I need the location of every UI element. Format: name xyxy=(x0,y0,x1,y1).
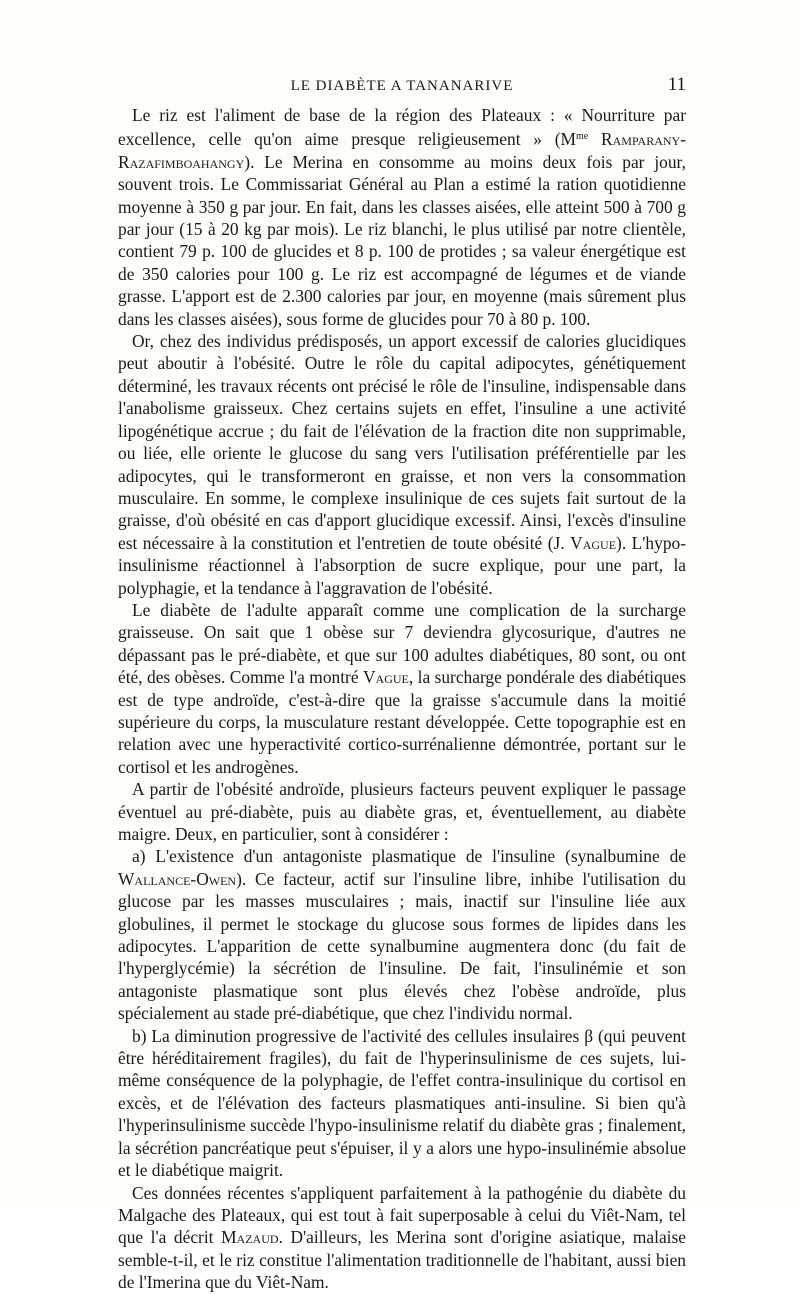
text-run: , la surcharge pondérale des diabétiques est de type androïde, c'est-à-dire que la graisse s'accumule dans la moitié supérieure du corps, la musculature restant développée. Cette topographie est en relation avec une hyperactivité cortico-surrénalienne démontrée, portant sur le cortisol et les androgènes. xyxy=(118,667,687,777)
author-name: Vague xyxy=(362,667,409,688)
text-run: a) L'existence d'un antagoniste plasmatique de l'insuline (synalbumine de xyxy=(132,846,686,867)
text-run: Le diabète de l'adulte apparaît comme une complication de la surcharge graisseuse. On sait que 1 obèse sur 7 deviendra glycosurique, d'autres ne dépassant pas le pré-diabète, et que sur 100 adultes diabétiques, 80 sont, ou ont été, des obèses. Comme l'a montré xyxy=(118,599,686,688)
author-name: Mazaud xyxy=(221,1227,279,1248)
text-run xyxy=(588,129,601,149)
text-run: ). Ce facteur, actif sur l'insuline libre, inhibe l'utilisation du glucose par les masses musculaires ; mais, inactif sur l'insuline liée aux globulines, il permet le stockage du glucose sous formes de lipides dans les adipocytes. L'apparition de cette synalbumine augmentera donc (du fait de l'hyperglycémie) la sécrétion de l'insuline. De fait, l'insulinémie et son antagoniste plasmatique sont plus élevés chez l'obèse androïde, plus spécialement au stade pré-diabétique, que chez l'individu normal. xyxy=(118,868,686,1024)
text-run: Ces données récentes s'appliquent parfaitement à la pathogénie du diabète du Malgache des Plateaux, qui est tout à fait superposable à celui du Viêt-Nam, tel que l'a décrit xyxy=(118,1182,686,1248)
text-run: Or, chez des individus prédisposés, un apport excessif de calories glucidiques peut aboutir à l'obésité. Outre le rôle du capital adipocytes, génétiquement déterminé, les travaux récents ont précisé le rôle de l'insuline, indispensable dans l'anabolisme graisseux. Chez certains sujets en effet, l'insuline a une activité lipogénétique accrue ; du fait de l'élévation de la fraction dite non supprimable, ou liée, elle oriente le glucose du sang vers l'utilisation préférentielle par les adipocytes, qui le transformeront en graisse, et non vers la consommation musculaire. En somme, le complexe insulinique de ces sujets fait surtout de la graisse, d'où obésité en cas d'apport glucidique excessif. Ainsi, l'excès d'insuline est nécessaire à la constitution et l'entretien de toute obésité (J. xyxy=(118,331,686,553)
page-number: 11 xyxy=(667,74,686,95)
page-header xyxy=(118,72,686,98)
text-run: . D'ailleurs, les Merina sont d'origine asiatique, malaise semble-t-il, et le riz constitue l'alimentation traditionnelle de l'habitant, aussi bien de l'Imerina que du Viêt-Nam. xyxy=(118,1227,686,1293)
paragraph xyxy=(118,845,686,1024)
paragraph xyxy=(118,1182,686,1294)
text-run: Le riz est l'aliment de base de la région des Plateaux : « Nourriture par excellence, celle qu'on aime presque religieusement » (M xyxy=(118,105,686,150)
author-name: Ramparany-Razafimboahangy xyxy=(118,129,686,172)
text-run: ). L'hypo-insulinisme réactionnel à l'absorption de sucre explique, pour une part, la polyphagie, et la tendance à l'aggravation de l'obésité. xyxy=(118,532,686,598)
paragraph xyxy=(118,330,686,599)
paragraph xyxy=(118,104,686,330)
running-title: LE DIABÈTE A TANANARIVE xyxy=(290,78,514,94)
body-text xyxy=(118,104,686,1294)
paragraph xyxy=(118,599,686,778)
paragraph xyxy=(118,778,686,845)
author-name: Wallance-Owen xyxy=(118,868,237,889)
superscript: me xyxy=(576,131,589,143)
author-name: Vague xyxy=(570,532,617,553)
text-run: ). Le Merina en consomme au moins deux fois par jour, souvent trois. Le Commissariat Général au Plan a estimé la ration quotidienne moyenne à 350 g par jour. En fait, dans les classes aisées, elle atteint 500 à 700 g par jour (15 à 20 kg par mois). Le riz blanchi, le plus utilisé par notre clientèle, contient 79 p. 100 de glucides et 8 p. 100 de protides ; sa valeur énergétique est de 350 calories pour 100 g. Le riz est accompagné de légumes et de viande grasse. L'apport est de 2.300 calories par jour, en moyenne (mais sûrement plus dans les classes aisées), sous forme de glucides pour 70 à 80 p. 100. xyxy=(118,151,686,329)
text-run: A partir de l'obésité androïde, plusieurs facteurs peuvent expliquer le passage éventuel au pré-diabète, puis au diabète gras, et, éventuellement, au diabète maigre. Deux, en particulier, sont à considérer : xyxy=(118,779,686,844)
text-run: b) La diminution progressive de l'activité des cellules insulaires β (qui peuvent être héréditairement fragiles), du fait de l'hyperinsulinisme de ces sujets, lui-même conséquence de la polyphagie, de l'effet contra-insulinique du cortisol en excès, et de l'élévation des facteurs plasmatiques anti-insuline. Si bien qu'à l'hyperinsulinisme succède l'hypo-insulinisme relatif du diabète gras ; finalement, la sécrétion pancréatique peut s'épuiser, il y a alors une hypo-insulinémie absolue et le diabétique maigrit. xyxy=(118,1025,686,1181)
paragraph xyxy=(118,1025,686,1182)
